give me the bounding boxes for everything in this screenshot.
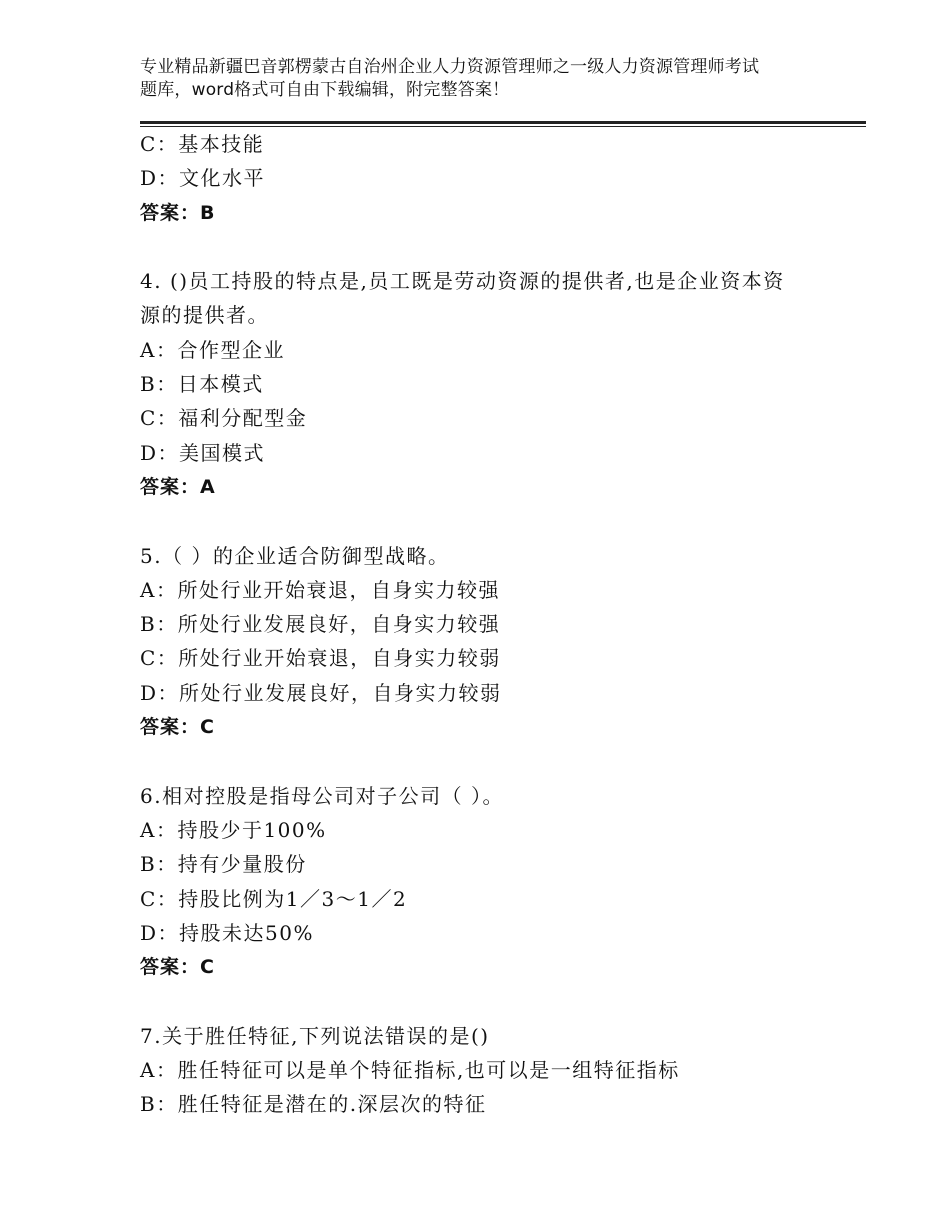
option-b: B：日本模式 [140, 372, 264, 397]
answer: 答案：C [140, 716, 215, 739]
option-d: D：文化水平 [140, 166, 266, 191]
header-line-1: 专业精品新疆巴音郭楞蒙古自治州企业人力资源管理师之一级人力资源管理师考试 [140, 57, 760, 77]
question-6 [140, 779, 840, 985]
header-divider-thick [140, 121, 866, 124]
question-list [140, 127, 840, 1122]
option-c: C：福利分配型金 [140, 406, 308, 431]
answer: 答案：B [140, 201, 216, 224]
question-3-tail [140, 127, 840, 230]
document-header [140, 56, 840, 102]
question-stem-continued: 源的提供者。 [140, 303, 269, 328]
option-d: D：美国模式 [140, 440, 266, 465]
option-d: D：持股未达50% [140, 920, 314, 945]
option-a: A：持股少于100% [140, 817, 327, 842]
question-stem: 6.相对控股是指母公司对子公司（ ）。 [140, 783, 504, 808]
answer: 答案：C [140, 956, 215, 979]
option-b: B：所处行业发展良好，自身实力较强 [140, 612, 501, 637]
question-5 [140, 539, 840, 745]
option-c: C：所处行业开始衰退，自身实力较弱 [140, 646, 501, 671]
option-b: B：持有少量股份 [140, 852, 307, 877]
header-line-2: 题库，word格式可自由下载编辑，附完整答案！ [140, 80, 510, 100]
spacer [140, 504, 840, 538]
question-stem: 5.（ ）的企业适合防御型战略。 [140, 543, 450, 568]
spacer [140, 230, 840, 264]
spacer [140, 744, 840, 778]
option-b: B：胜任特征是潜在的.深层次的特征 [140, 1092, 487, 1117]
spacer [140, 984, 840, 1018]
answer: 答案：A [140, 475, 216, 498]
option-d: D：所处行业发展良好，自身实力较弱 [140, 680, 502, 705]
question-4 [140, 264, 840, 504]
question-stem: 4. ()员工持股的特点是,员工既是劳动资源的提供者,也是企业资本资 [140, 269, 785, 294]
question-stem: 7.关于胜任特征,下列说法错误的是() [140, 1023, 490, 1048]
option-a: A：所处行业开始衰退，自身实力较强 [140, 577, 500, 602]
option-c: C：持股比例为1／3～1／2 [140, 886, 408, 911]
option-a: A：胜任特征可以是单个特征指标,也可以是一组特征指标 [140, 1058, 680, 1083]
option-a: A：合作型企业 [140, 337, 285, 362]
question-7 [140, 1019, 840, 1122]
option-c: C：基本技能 [140, 132, 265, 156]
